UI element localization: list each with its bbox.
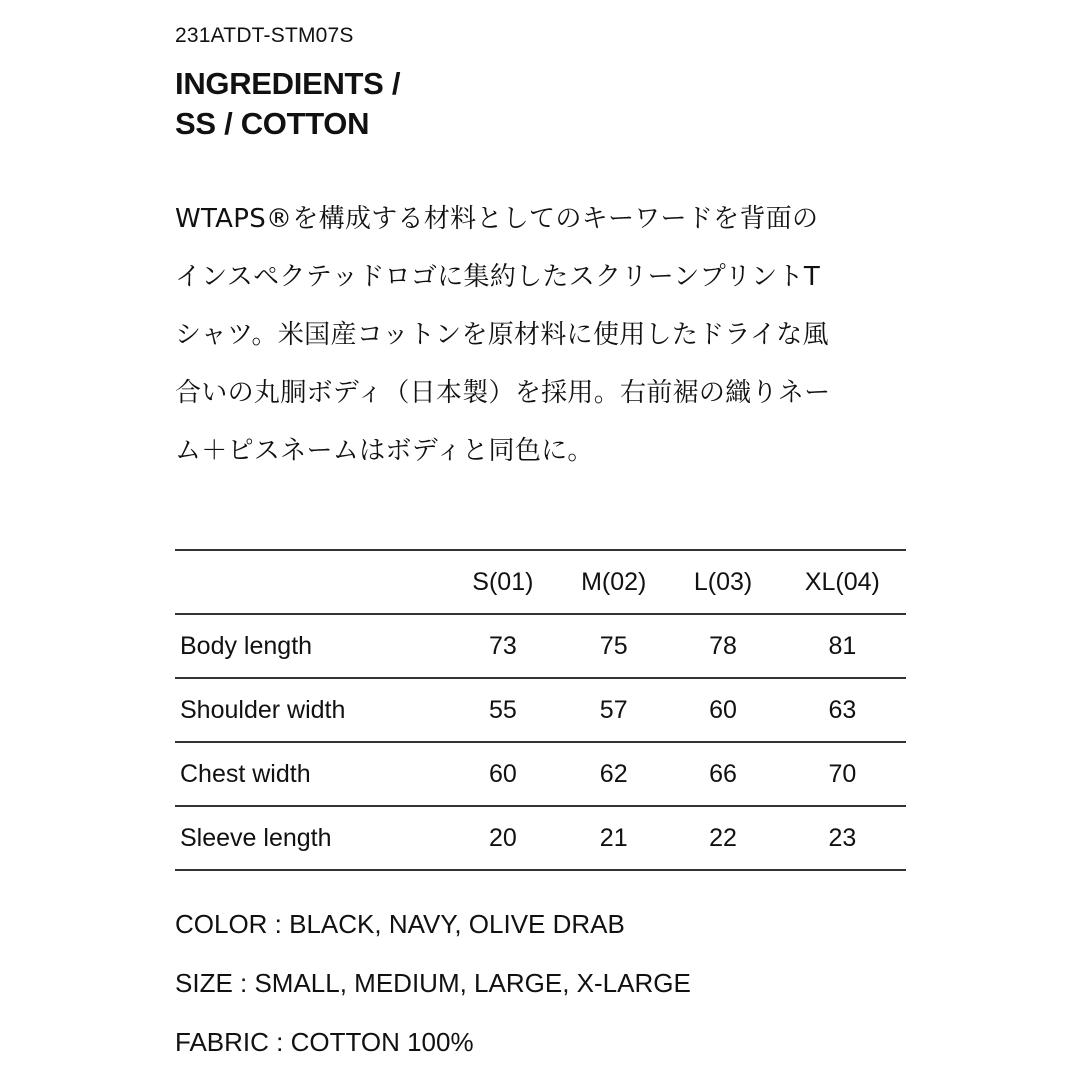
measurement-label: Body length	[175, 614, 446, 678]
measurement-label: Sleeve length	[175, 806, 446, 870]
table-cell: 73	[446, 614, 560, 678]
description-line: WTAPS®を構成する材料としてのキーワードを背面の	[175, 204, 819, 234]
color-spec: COLOR : BLACK, NAVY, OLIVE DRAB	[175, 909, 625, 939]
table-row	[175, 742, 906, 806]
table-row	[175, 614, 906, 678]
description-line: 合いの丸胴ボディ（日本製）を採用。右前裾の織りネー	[175, 378, 831, 408]
size-header-l: L(03)	[667, 550, 778, 614]
table-cell: 21	[560, 806, 667, 870]
table-cell: 22	[667, 806, 778, 870]
product-title	[175, 64, 400, 144]
product-specs	[175, 903, 691, 1080]
table-cell: 55	[446, 678, 560, 742]
table-cell: 70	[779, 742, 906, 806]
measurement-label: Shoulder width	[175, 678, 446, 742]
product-title-line: SS / COTTON	[175, 106, 370, 141]
table-cell: 75	[560, 614, 667, 678]
table-row	[175, 806, 906, 870]
table-cell: 81	[779, 614, 906, 678]
product-code: 231ATDT-STM07S	[175, 24, 354, 47]
fabric-spec: FABRIC : COTTON 100%	[175, 1027, 474, 1057]
product-description	[175, 190, 915, 480]
measurement-label: Chest width	[175, 742, 446, 806]
size-header-m: M(02)	[560, 550, 667, 614]
size-spec: SIZE : SMALL, MEDIUM, LARGE, X-LARGE	[175, 968, 691, 998]
table-cell: 66	[667, 742, 778, 806]
table-row	[175, 678, 906, 742]
table-cell: 57	[560, 678, 667, 742]
table-cell: 63	[779, 678, 906, 742]
table-cell: 20	[446, 806, 560, 870]
table-cell: 60	[667, 678, 778, 742]
description-line: ム＋ピスネームはボディと同色に。	[175, 436, 594, 466]
description-line: シャツ。米国産コットンを原材料に使用したドライな風	[175, 320, 829, 350]
table-cell: 23	[779, 806, 906, 870]
size-header-s: S(01)	[446, 550, 560, 614]
product-title-line: INGREDIENTS /	[175, 66, 401, 101]
table-cell: 60	[446, 742, 560, 806]
size-chart-header-blank	[175, 550, 446, 614]
table-cell: 78	[667, 614, 778, 678]
size-chart-header-row	[175, 550, 906, 614]
size-header-xl: XL(04)	[779, 550, 906, 614]
description-line: インスペクテッドロゴに集約したスクリーンプリントT	[175, 262, 821, 292]
size-chart-table	[175, 549, 906, 871]
table-cell: 62	[560, 742, 667, 806]
